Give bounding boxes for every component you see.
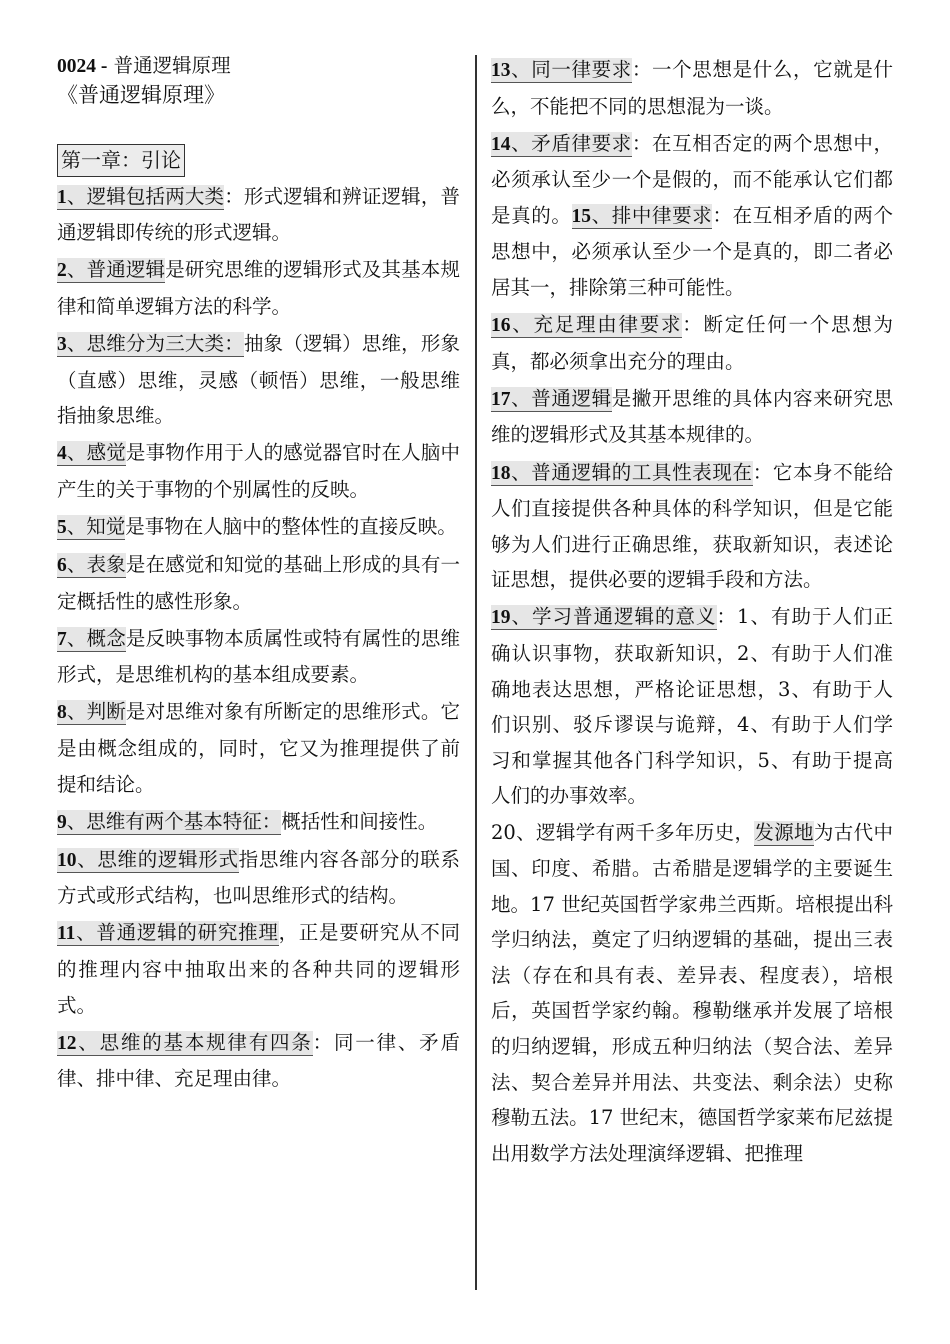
item-term: 11、普通逻辑的研究推理 bbox=[57, 921, 279, 945]
item-term: 4、感觉 bbox=[57, 441, 126, 465]
item-term: 12、思维的基本规律有四条 bbox=[57, 1030, 313, 1054]
item-body: ：它本身不能给人们直接提供各种具体的科学知识，但是它能够为人们进行正确思维，获取新知识，表述论证思想，提供必要的逻辑手段和方法。 bbox=[491, 460, 893, 592]
course-subject: 普通逻辑原理 bbox=[113, 54, 231, 77]
item-body: ：在互相否定的两个思想中，必须承认至少一个是假的，而不能承认它们都是真的。 bbox=[491, 131, 893, 227]
item-term: 6、表象 bbox=[57, 553, 126, 577]
item-body: ：一个思想是什么，它就是什么，不能把不同的思想混为一谈。 bbox=[491, 58, 893, 118]
left-item-list bbox=[57, 179, 460, 1097]
item-term: 16、充足理由律要求 bbox=[491, 313, 683, 337]
list-item bbox=[57, 621, 460, 693]
list-item bbox=[57, 252, 460, 324]
item-body: 是事物作用于人的感觉器官时在人脑中产生的关于事物的个别属性的反映。 bbox=[57, 441, 460, 501]
item-body: 概括性和间接性。 bbox=[281, 809, 438, 833]
list-item bbox=[491, 381, 893, 453]
item-term: 19、学习普通逻辑的意义 bbox=[491, 605, 717, 629]
item-term: 9、思维有两个基本特征： bbox=[57, 809, 282, 833]
book-title: 《普通逻辑原理》 bbox=[57, 83, 225, 107]
item-term: 10、思维的逻辑形式 bbox=[57, 847, 239, 871]
item-body: 指思维内容各部分的联系方式或形式结构，也叫思维形式的结构。 bbox=[57, 847, 460, 908]
item-term: 1、逻辑包括两大类 bbox=[57, 184, 225, 208]
item-term: 2、普通逻辑 bbox=[57, 258, 166, 282]
list-item bbox=[491, 815, 893, 1171]
item-term: 18、普通逻辑的工具性表现在 bbox=[491, 460, 753, 484]
list-item bbox=[57, 435, 460, 507]
item-body: ：1、有助于人们正确认识事物，获取新知识，2、有助于人们准确地表达思想，严格论证思想，3、有助于人们识别、驳斥谬误与诡辩，4、有助于人们学习和掌握其他各门科学知识，5、有助于提高人们的办事效率。 bbox=[491, 605, 893, 808]
column-divider bbox=[475, 55, 477, 1290]
left-column bbox=[57, 52, 460, 1098]
item-body: 是研究思维的逻辑形式及其基本规律和简单逻辑方法的科学。 bbox=[57, 258, 460, 318]
list-item bbox=[491, 52, 893, 124]
item-term: 13、同一律要求 bbox=[491, 58, 632, 81]
list-item bbox=[491, 307, 893, 379]
list-item bbox=[57, 179, 460, 251]
item-body: ：形式逻辑和辨证逻辑，普通逻辑即传统的形式逻辑。 bbox=[57, 184, 460, 245]
item-body: ：在互相矛盾的两个思想中，必须承认至少一个是真的，即二者必居其一，排除第三种可能性。 bbox=[491, 203, 893, 300]
item-body: 是对思维对象有所断定的思维形式。它是由概念组成的，同时，它又为推理提供了前提和结论。 bbox=[57, 700, 460, 796]
item-term: 5、知觉 bbox=[57, 514, 126, 538]
item-body: 为古代中国、印度、希腊。古希腊是逻辑学的主要诞生地。17 世纪英国哲学家弗兰西斯。培根提出科学归纳法，奠定了归纳逻辑的基础，提出三表法（存在和具有表、差异表、程度表），培根后，英国哲学家约翰。穆勒继承并发展了培根的归纳逻辑，形成五种归纳法（契合法、差异法、契合差异并用法、共变法、剩余法）史称穆勒五法。17 世纪末，德国哲学家莱布尼兹提出用数学方法处理演绎逻辑、把推理 bbox=[491, 821, 893, 1165]
list-item bbox=[57, 547, 460, 619]
item-body: 是撇开思维的具体内容来研究思维的逻辑形式及其基本规律的。 bbox=[491, 386, 893, 447]
list-item bbox=[57, 326, 460, 434]
item-term: 8、判断 bbox=[57, 700, 126, 724]
item-prefix: 20、逻辑学有两千多年历史， bbox=[491, 821, 755, 845]
list-item bbox=[57, 509, 460, 546]
list-item bbox=[491, 455, 893, 598]
chapter-heading: 第一章：引论 bbox=[57, 144, 185, 177]
item-term: 17、普通逻辑 bbox=[491, 386, 612, 410]
list-item bbox=[57, 842, 460, 914]
list-item bbox=[57, 694, 460, 802]
list-item bbox=[57, 915, 460, 1023]
item-body: 是事物在人脑中的整体性的直接反映。 bbox=[125, 514, 457, 538]
course-code: 0024 - bbox=[57, 56, 108, 77]
item-term: 7、概念 bbox=[57, 626, 126, 650]
item-body: ：断定任何一个思想为真，都必须拿出充分的理由。 bbox=[491, 313, 893, 373]
course-header bbox=[57, 52, 460, 80]
item-body: ，正是要研究从不同的推理内容中抽取出来的各种共同的逻辑形式。 bbox=[57, 921, 460, 1017]
item-term: 14、矛盾律要求 bbox=[491, 131, 632, 155]
list-item bbox=[491, 126, 893, 306]
chapter-heading-wrap bbox=[57, 143, 460, 179]
item-body: 是反映事物本质属性或特有属性的思维形式，是思维机构的基本组成要素。 bbox=[57, 626, 460, 687]
list-item bbox=[57, 804, 460, 841]
list-item bbox=[491, 599, 893, 814]
item-body: ：同一律、矛盾律、排中律、充足理由律。 bbox=[57, 1030, 460, 1091]
item-body: 是在感觉和知觉的基础上形成的具有一定概括性的感性形象。 bbox=[57, 553, 460, 613]
right-column bbox=[491, 52, 893, 1173]
item-term: 发源地 bbox=[754, 821, 814, 845]
list-item bbox=[57, 1025, 460, 1097]
item-body: 抽象（逻辑）思维，形象（直感）思维，灵感（顿悟）思维，一般思维指抽象思维。 bbox=[57, 331, 460, 428]
item-term: 15、排中律要求 bbox=[571, 203, 713, 227]
item-term: 3、思维分为三大类： bbox=[57, 331, 244, 355]
